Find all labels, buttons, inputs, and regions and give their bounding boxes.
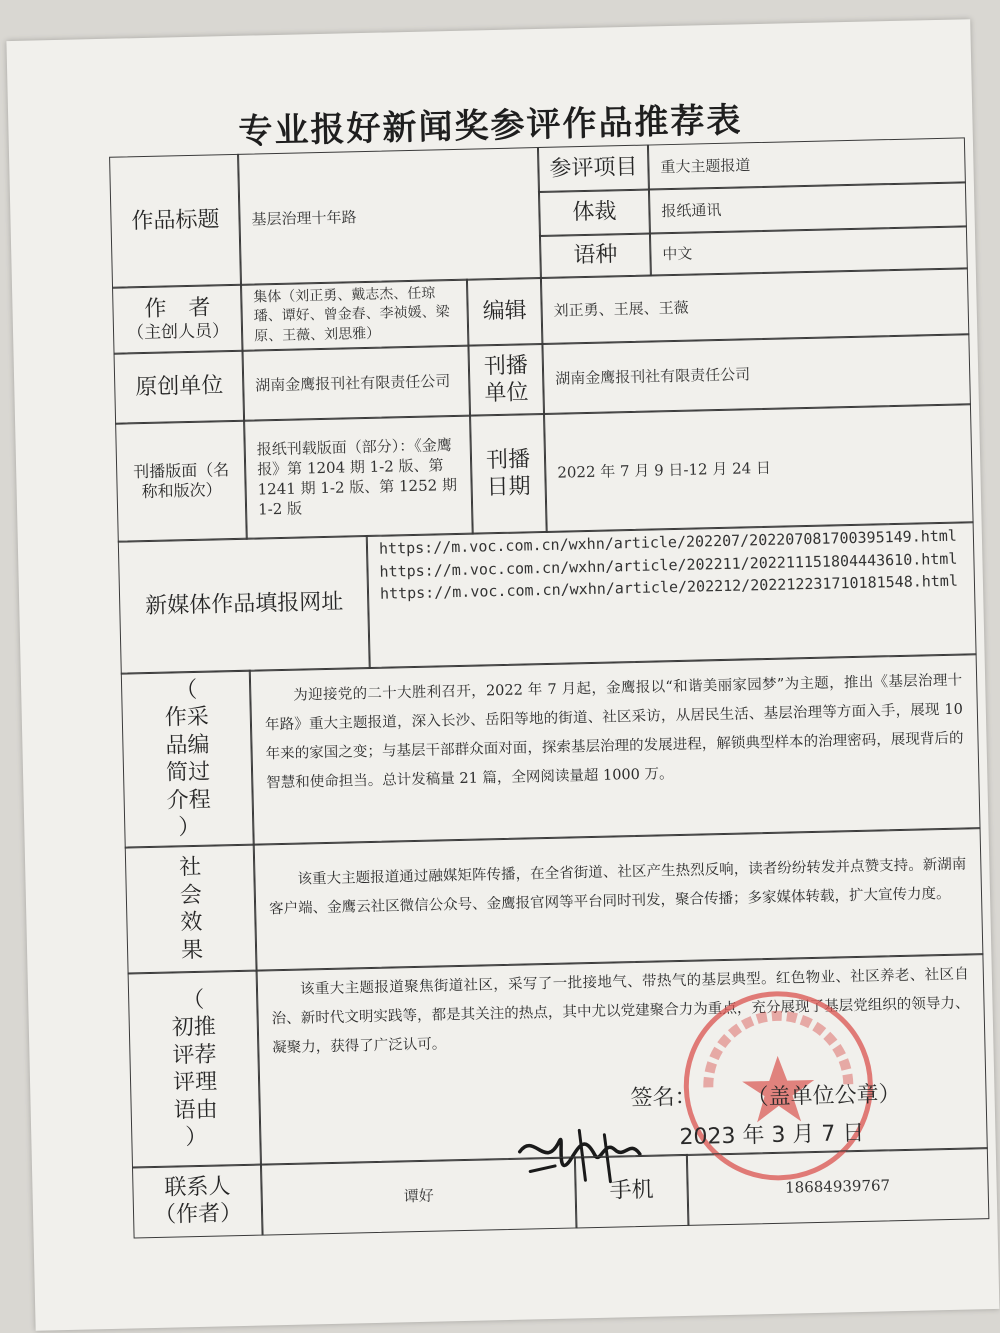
effect-label: 社 会 效 果 [125,844,258,975]
author-value: 集体（刘正勇、戴志杰、任琼璠、谭好、曾金春、李祯媛、梁原、王薇、刘思雅） [240,279,469,352]
category-label: 参评项目 [537,145,650,194]
orig-unit-value: 湖南金鹰报刊社有限责任公司 [241,345,471,422]
work-title-value: 基层治理十年路 [237,147,542,286]
urls-value [366,521,977,669]
sign-label: 签名： [630,1084,697,1112]
category-value: 重大主题报道 [647,137,966,190]
review-label: （ 初推 评荐 评理 语由 ） [128,970,262,1169]
pub-page-label: 刊播版面（名 称和版次） [115,420,248,543]
effect-text: 该重大主题报道通过融媒矩阵传播，在全省街道、社区产生热烈反响，读者纷纷转发并点赞支持。新湖南客户端、金鹰云社区微信公众号、金鹰报官网等平台同时刊发，聚合传播；多家媒体转载，扩大宣传力度。 [253,827,984,971]
intro-text: 为迎接党的二十大胜利召开，2022 年 7 月起，金鹰报以“和谐美丽家园梦”为主题，推出《基层治理十年路》重大主题报道，深入长沙、岳阳等地的街道、社区采访，从居民生活、基层治理等方面入手，展现 10 年来的家国之变；与基层干部群众面对面，探索基层治理的发展进程，解锁典型样本的治理密码，展现背后的智慧和使命担当。总计发稿量 21 篇，全网阅读量超 1000 万。 [249,653,981,845]
intro-label: （ 作采 品编 简过 介程 ） [121,670,255,849]
seal-label: （盖单位公章） [746,1082,901,1111]
contact-label: 联系人 （作者） [132,1164,264,1239]
urls-label: 新媒体作品填报网址 [118,535,371,675]
genre-label: 体裁 [538,189,651,238]
pub-unit-label: 刊播 单位 [467,343,545,417]
editor-value: 刘正勇、王展、王薇 [540,267,969,345]
sign-date: 2023 年 3 月 7 日 [679,1120,865,1151]
language-value: 中文 [649,225,968,276]
phone-label: 手机 [574,1154,690,1229]
pub-date-label: 刊播 日期 [469,413,548,535]
pub-page-value: 报纸刊载版面（部分）：《金鹰报》第 1204 期 1-2 版、第 1241 期 1-2 版、第 1252 期 1-2 版 [243,415,474,540]
url-link-2[interactable]: https://m.voc.com.cn/wxhn/article/202211/202211151804443610.html [379,549,958,581]
recommendation-form [6,19,999,1331]
author-label: 作 者 （主创人员） [112,284,244,355]
url-link-1[interactable]: https://m.voc.com.cn/wxhn/article/202207/202207081700395149.html [378,526,958,558]
contact-value: 谭好 [260,1156,578,1235]
phone-value: 18684939767 [686,1147,990,1226]
page-title: 专业报好新闻奖参评作品推荐表 [238,100,743,152]
pub-unit-value: 湖南金鹰报刊社有限责任公司 [541,333,971,415]
review-text: 该重大主题报道聚焦街道社区，采写了一批接地气、带热气的基层典型。红色物业、社区养老、社区自治、新时代文明实践等，都是其关注的热点，其中尤以党建聚合力为重点，充分展现了基层党组织的领导力、凝聚力，获得了广泛认可。 [256,953,988,1165]
editor-label: 编辑 [466,277,544,347]
work-title-label: 作品标题 [109,154,242,289]
orig-unit-label: 原创单位 [114,350,246,425]
pub-date-value: 2022 年 7 月 9 日-12 月 24 日 [543,403,974,533]
genre-value: 报纸通讯 [648,181,967,234]
url-link-3[interactable]: https://m.voc.com.cn/wxhn/article/202212/202212231710181548.html [379,571,959,603]
language-label: 语种 [539,232,652,279]
